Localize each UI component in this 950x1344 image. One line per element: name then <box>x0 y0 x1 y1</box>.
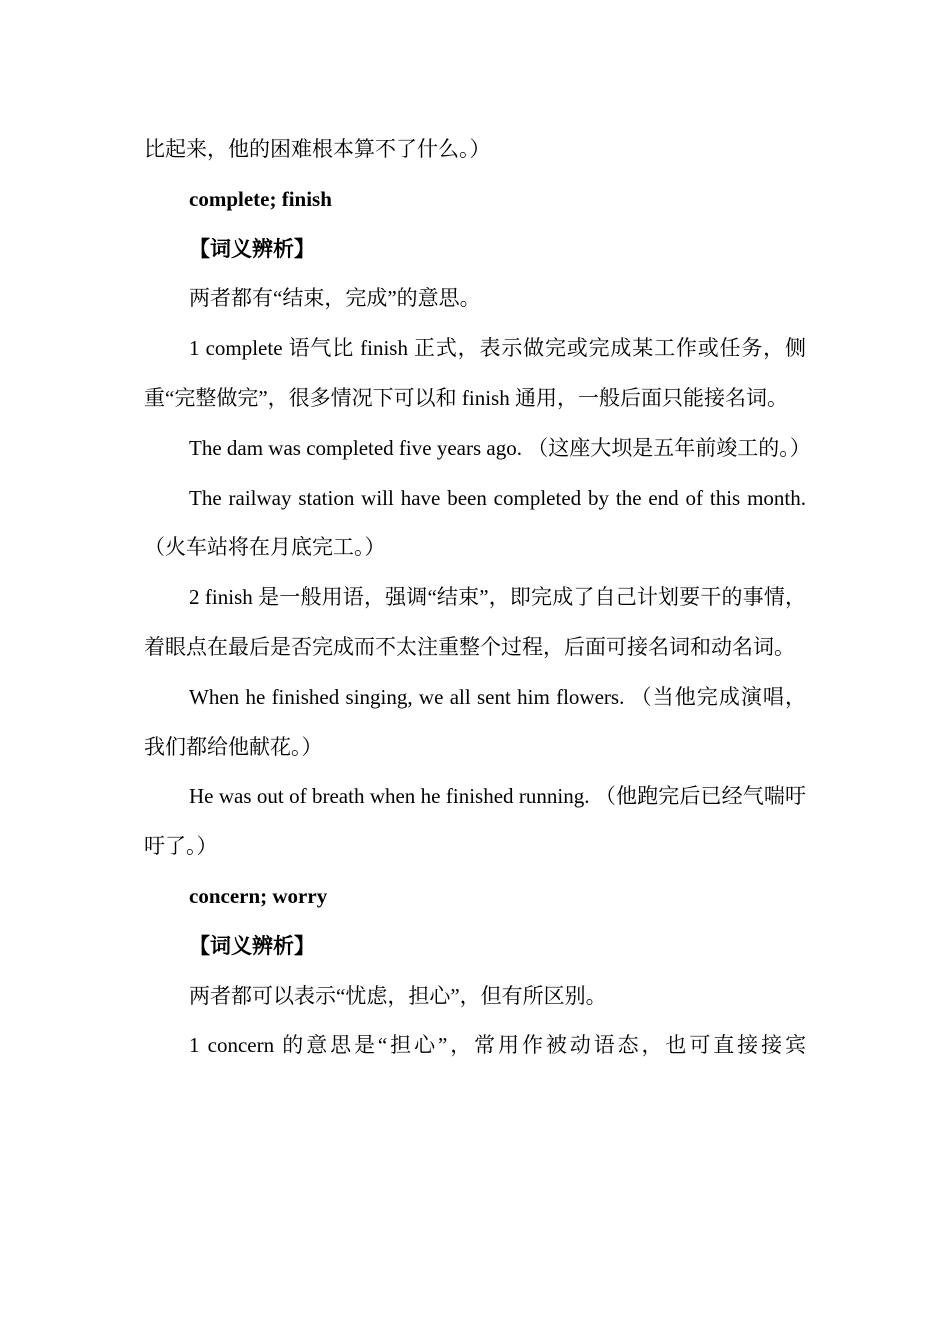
paragraph-shared-meaning: 两者都有“结束，完成”的意思。 <box>189 286 481 311</box>
paragraph-finish-usage: 2 finish 是一般用语，强调“结束”，即完成了自己计划要干的事情，着眼点在最后是否完成而不太注重整个过程，后面可接名词和动名词。 <box>144 585 806 659</box>
example-sentence-railway: The railway station will have been completed by the end of this month. （火车站将在月底完工。） <box>144 485 806 560</box>
example-sentence-running: He was out of breath when he finished running. （他跑完后已经气喘吁吁了。） <box>144 784 806 859</box>
paragraph-complete-usage: 1 complete 语气比 finish 正式，表示做完或完成某工作或任务，侧重“完整做完”，很多情况下可以和 finish 通用，一般后面只能接名词。 <box>144 336 806 410</box>
section-label-word-analysis: 【词义辨析】 <box>189 236 315 261</box>
word-pair-heading-complete-finish: complete; finish <box>189 186 332 211</box>
section-label-word-analysis-2: 【词义辨析】 <box>189 933 315 958</box>
example-sentence-singing: When he finished singing, we all sent him flowers. （当他完成演唱，我们都给他献花。） <box>144 684 806 759</box>
example-sentence-dam: The dam was completed five years ago. （这座大坝是五年前竣工的。） <box>189 435 811 460</box>
paragraph-continuation: 比起来，他的困难根本算不了什么。） <box>144 137 491 161</box>
paragraph-concern-worry-meaning: 两者都可以表示“忧虑，担心”，但有所区别。 <box>189 983 607 1008</box>
paragraph-concern-usage: 1 concern 的意思是“担心”，常用作被动语态，也可直接接宾 <box>189 1033 806 1058</box>
word-pair-heading-concern-worry: concern; worry <box>189 883 328 908</box>
document-page <box>144 125 811 1071</box>
